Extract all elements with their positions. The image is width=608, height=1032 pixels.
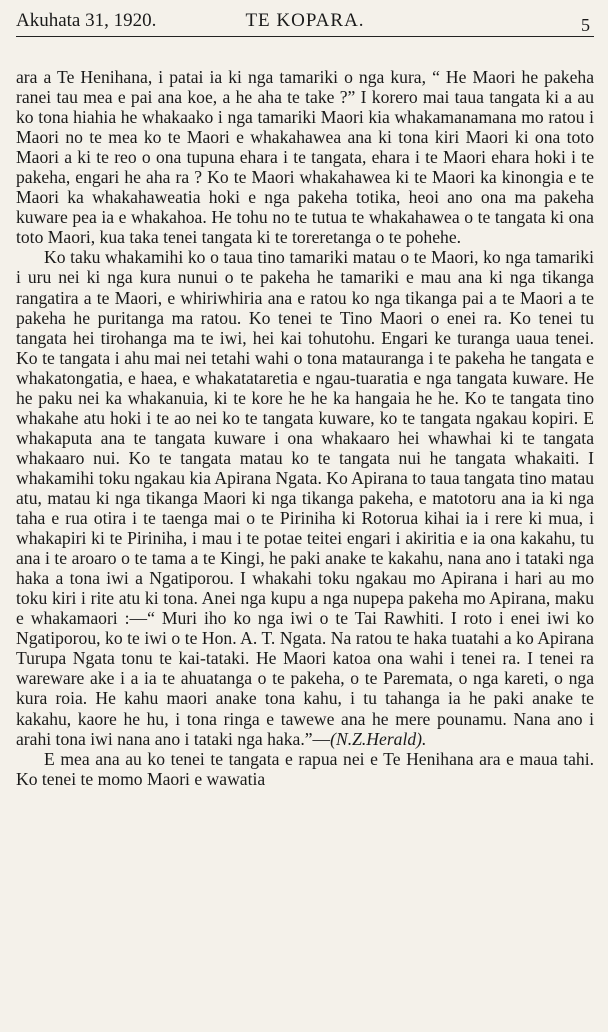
paragraph-2 — [16, 247, 594, 748]
page-number: 5 — [581, 15, 590, 35]
paragraph-3: E mea ana au ko tenei te tangata e rapua nei e Te Henihana ara e maua tahi. Ko tenei te momo Maori e wawatia — [16, 748, 594, 789]
paragraph-1: ara a Te Henihana, i patai ia ki nga tamariki o nga kura, “ He Maori he pakeha ranei tau mea e pai ana koe, a he aha te take ?” I korero mai taua tangata ki a au ko tona hiahia he whakaako i nga tamariki Maori kia whakamanamana mo ratou i Maori no te mea ko te Maori e whakahawea ana ki tona kiri Maori ki ona toto Maori a ki te reo o ona tupuna ehara i te tangata, ehara i te Maori ehara hoki i te pakeha, engari he aha ra ? Ko te Maori whakahawea ki te Maori ka kinongia e te Maori ka whakahaweatia hoki e nga pakeha totika, heoi ano ona ma pakeha kuware pea ia e whakahoa. He tohu no te tutua te whakahawea o te tangata ki ona toto Maori, kua taka tenei tangata ki te toreretanga o te pohehe. — [16, 67, 594, 248]
issue-date: Akuhata 31, 1920. — [16, 10, 157, 31]
newspaper-title: TE KOPARA. — [245, 10, 365, 31]
page-header — [16, 6, 594, 37]
article-body — [16, 67, 594, 789]
paragraph-2-text: Ko taku whakamihi ko o taua tino tamariki matau o te Maori, ko nga tamariki i uru nei ki nga kura nunui o te pakeha he tamariki e mau ana ki nga tikanga rangatira a te Maori, e whiriwhiria ana e ratou ko nga tikanga pai a te Maori a te pakeha he puritanga ma ratou. Ko tenei te Tino Maori o enei ra. Ko tenei tu tangata hei tirohanga ma te iwi, hei kai tohutohu. Engari ke turanga uaua tenei. Ko te tangata i ahu mai nei tetahi wahi o tona matauranga i te pakeha he tangata e whakatongatia, e haea, e whakatataretia e ngau-tuaratia e nga tangata kuware. He he paku nei ka whakanuia, ki te kore he he ka hangaia he he. Ko te tangata tino whakahe atu hoki i te ao nei ko te tangata kuware, ko te tangata ngakau kopiri. E whakaputa ana te tangata kuware i ona whakaaro hei whawhai ki te tangata whakaaro nui. Ko te tangata matau ko te tangata nui he tangata whakaiti. I whakamihi toku ngakau kia Apirana Ngata. Ko Apirana to taua tangata tino matau atu, matau ki nga tikanga Maori ki nga tikanga pakeha, e matotoru ana ia ki nga taha e rua otira i te taenga mai o te Piriniha ki Rotorua kihai ia i rere ki mua, i whakapiri ki te Piriniha, i mau i te potae teitei engari i akiritia e ia ona kakahu, tu ana i te aroaro o te tama a te Kingi, he paki anake te kakahu, nana ano i tataki nga haka a tona iwi a Ngatiporou. I whakahi toku ngakau mo Apirana i hari au mo toku kiri i rite atu ki tona. Anei nga kupu a nga nupepa pakeha mo Apirana, maku e whakamaori :—“ Muri iho ko nga iwi o te Tai Rawhiti. I roto i enei iwi ko Ngatiporou, ko te iwi o te Hon. A. T. Ngata. Na ratou te haka tuatahi a ko Apirana Turupa Ngata tonu te kai-tataki. He Maori katoa ona wahi i tenei ra. I tenei ra wareware ake i a ia te ahuatanga o te pakeha, o te Paremata, o nga kareti, o nga kura roia. He kahu maori anake tona kahu, i tu tahanga ia he paki anake te kakahu, kaore he hu, i tona ringa e tawewe ana he mere pounamu. Nana ano i arahi tona iwi nana ano i tataki nga haka.”— — [16, 247, 594, 749]
source-citation: (N.Z.Herald). — [330, 728, 427, 749]
